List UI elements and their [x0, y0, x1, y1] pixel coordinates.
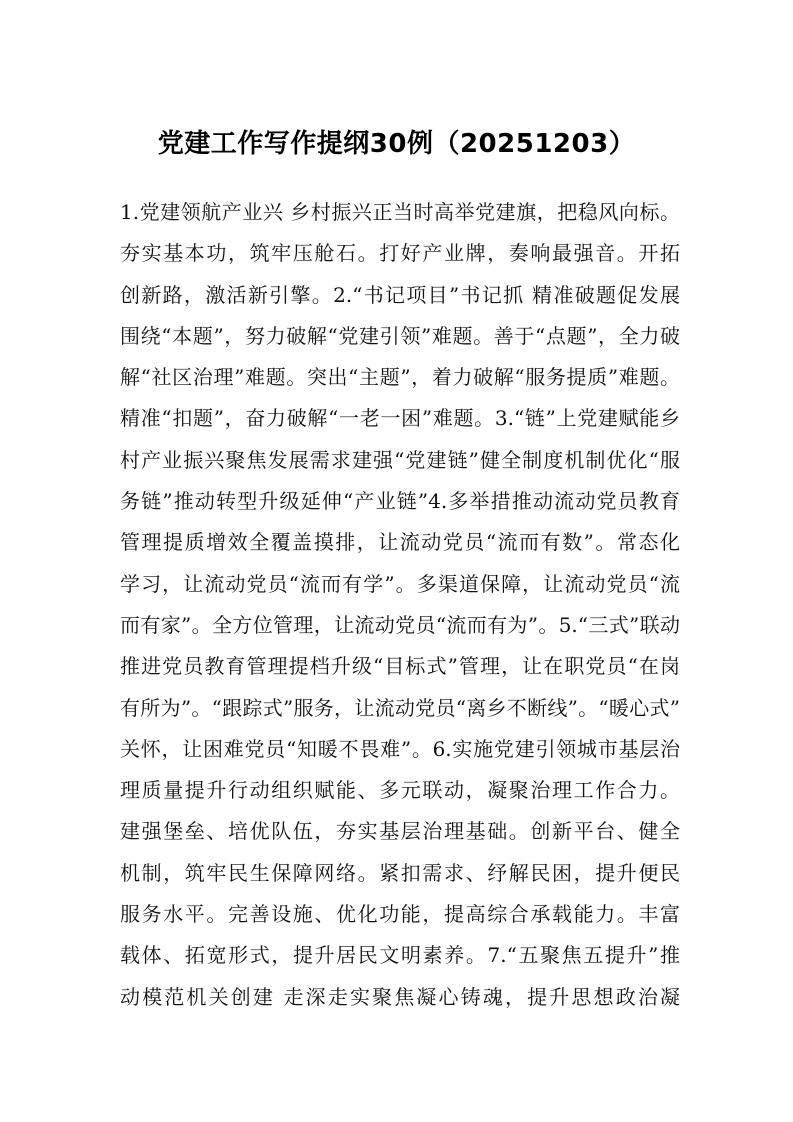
body-line: 村产业振兴聚焦发展需求建强“党建链”健全制度机制优化“服: [120, 447, 680, 472]
body-line: 关怀，让困难党员“知暖不畏难”。6.实施党建引领城市基层治: [120, 736, 680, 761]
body-line: 载体、拓宽形式，提升居民文明素养。7.“五聚焦五提升”推: [120, 943, 680, 968]
document-title: 党建工作写作提纲30例（20251203）: [157, 129, 636, 159]
body-line: 而有家”。全方位管理，让流动党员“流而有为”。5.“三式”联动: [120, 612, 680, 637]
body-line: 服务水平。完善设施、优化功能，提高综合承载能力。丰富: [120, 902, 680, 927]
body-line: 有所为”。“跟踪式”服务，让流动党员“离乡不断线”。“暖心式”: [120, 695, 680, 720]
body-line: 1.党建领航产业兴 乡村振兴正当时高举党建旗，把稳风向标。: [120, 200, 680, 224]
body-line: 管理提质增效全覆盖摸排，让流动党员“流而有数”。常态化: [120, 530, 680, 555]
body-line: 解“社区治理”难题。突出“主题”，着力破解“服务提质”难题。: [120, 365, 680, 390]
document-body: [120, 192, 680, 1018]
body-line: 夯实基本功，筑牢压舱石。打好产业牌，奏响最强音。开拓: [120, 241, 680, 266]
body-line: 理质量提升行动组织赋能、多元联动，凝聚治理工作合力。: [120, 778, 680, 803]
body-line: 围绕“本题”，努力破解“党建引领”难题。善于“点题”，全力破: [120, 323, 680, 348]
body-line: 动模范机关创建 走深走实聚焦凝心铸魂，提升思想政治凝: [120, 984, 680, 1009]
body-line: 学习，让流动党员“流而有学”。多渠道保障，让流动党员“流: [120, 571, 680, 596]
body-line: 创新路，激活新引擎。2.“书记项目”书记抓 精准破题促发展: [120, 282, 680, 307]
body-line: 推进党员教育管理提档升级“目标式”管理，让在职党员“在岗: [120, 654, 680, 679]
body-line: 务链”推动转型升级延伸“产业链”4.多举措推动流动党员教育: [120, 489, 680, 514]
body-line: 机制，筑牢民生保障网络。紧扣需求、纾解民困，提升便民: [120, 860, 680, 885]
body-line: 精准“扣题”，奋力破解“一老一困”难题。3.“链”上党建赋能乡: [120, 406, 680, 431]
body-line: 建强堡垒、培优队伍，夯实基层治理基础。创新平台、健全: [120, 819, 680, 844]
